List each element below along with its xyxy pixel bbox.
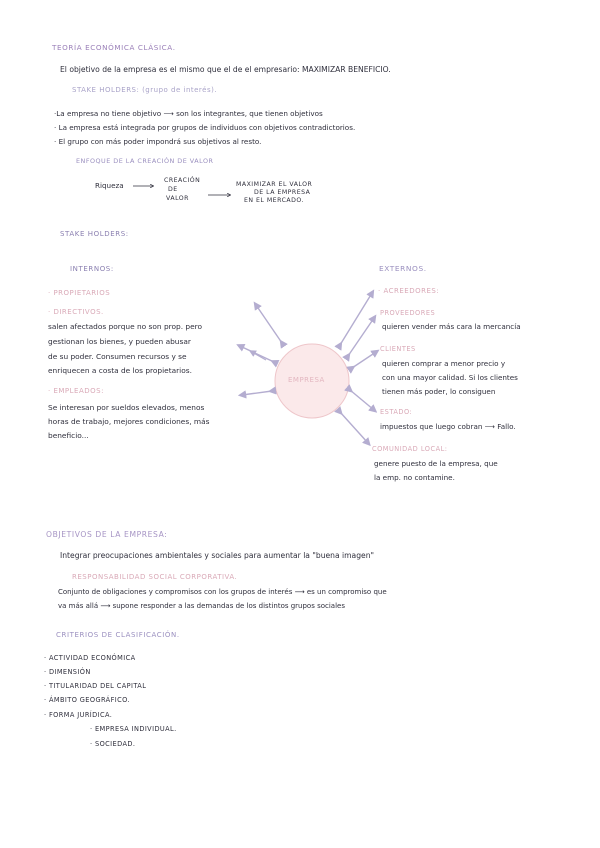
objetivos-line-1: Integrar preocupaciones ambientales y sociales para aumentar la "buena imagen" bbox=[60, 551, 375, 560]
empleados-line-3: beneficio... bbox=[48, 431, 89, 440]
arrow-propietarios bbox=[256, 305, 282, 343]
empresa-label: EMPRESA bbox=[288, 376, 325, 384]
empleados-label: · EMPLEADOS: bbox=[48, 387, 104, 395]
directivos-line-3: de su poder. Consumen recursos y se bbox=[48, 352, 187, 361]
comunidad-line-1: genere puesto de la empresa, que bbox=[374, 459, 498, 468]
acreedores-label: · ACREEDORES: bbox=[378, 287, 440, 295]
directivos-line-2: gestionan los bienes, y pueden abusar bbox=[48, 337, 191, 346]
clientes-line-2: con una mayor calidad. Si los clientes bbox=[382, 373, 518, 382]
arrow-empleados-2 bbox=[252, 352, 266, 360]
arrow-estado bbox=[350, 390, 374, 410]
enfoque-creacion-1: CREACIÓN bbox=[164, 177, 201, 184]
directivos-label: · DIRECTIVOS. bbox=[48, 308, 104, 316]
enfoque-riqueza: Riqueza bbox=[95, 181, 124, 190]
arrow-proveedores bbox=[348, 318, 374, 356]
criterio-sub-1: · EMPRESA INDIVIDUAL. bbox=[90, 725, 177, 733]
criterio-3: · TITULARIDAD DEL CAPITAL bbox=[44, 682, 147, 690]
bullet-2: · La empresa está integrada por grupos de individuos con objetivos contradictorios. bbox=[54, 123, 356, 132]
intro-text: El objetivo de la empresa es el mismo que el de el empresario: MAXIMIZAR BENEFICIO. bbox=[60, 65, 391, 74]
clientes-line-3: tienen más poder, lo consiguen bbox=[382, 387, 496, 396]
externos-title: EXTERNOS. bbox=[379, 264, 427, 273]
criterio-1: · ACTIVIDAD ECONÓMICA bbox=[44, 654, 136, 662]
proveedores-label: PROVEEDORES bbox=[380, 309, 436, 317]
arrow-directivos bbox=[240, 346, 274, 362]
directivos-line-1: salen afectados porque no son prop. pero bbox=[48, 322, 203, 331]
enfoque-creacion-3: VALOR bbox=[166, 195, 189, 202]
enfoque-max-2: DE LA EMPRESA bbox=[254, 189, 311, 196]
proveedores-line-1: quieren vender más cara la mercancía bbox=[382, 322, 521, 331]
criterio-2: · DIMENSIÓN bbox=[44, 668, 91, 676]
estado-label: ESTADO: bbox=[380, 408, 413, 416]
page-title: TEORÍA ECONÓMICA CLÁSICA. bbox=[52, 43, 176, 52]
criterio-sub-2: · SOCIEDAD. bbox=[90, 740, 136, 748]
comunidad-line-2: la emp. no contamine. bbox=[374, 473, 455, 482]
empleados-line-2: horas de trabajo, mejores condiciones, más bbox=[48, 417, 210, 426]
propietarios-label: · PROPIETARIOS bbox=[48, 289, 111, 297]
arrow-acreedores bbox=[340, 293, 372, 345]
objetivos-title: OBJETIVOS DE LA EMPRESA: bbox=[46, 530, 168, 539]
arrow-clientes bbox=[352, 352, 376, 368]
criterios-title: CRITERIOS DE CLASIFICACIÓN. bbox=[56, 631, 180, 639]
rsc-line-2: va más allá ⟶ supone responder a las demandas de los distintos grupos sociales bbox=[58, 602, 345, 610]
estado-line-1: impuestos que luego cobran ⟶ Fallo. bbox=[380, 422, 516, 431]
enfoque-max-1: MAXIMIZAR EL VALOR bbox=[236, 181, 313, 188]
stakeholders-title: STAKE HOLDERS: bbox=[60, 230, 129, 238]
enfoque-max-3: EN EL MERCADO. bbox=[244, 197, 304, 204]
clientes-line-1: quieren comprar a menor precio y bbox=[382, 359, 506, 368]
directivos-line-4: enriquecen a costa de los propietarios. bbox=[48, 366, 192, 375]
bullet-1: ·La empresa no tiene objetivo ⟶ son los integrantes, que tienen objetivos bbox=[54, 109, 323, 118]
rsc-title: RESPONSABILIDAD SOCIAL CORPORATIVA. bbox=[72, 573, 238, 581]
enfoque-creacion-2: DE bbox=[168, 186, 178, 193]
clientes-label: CLIENTES bbox=[380, 345, 416, 353]
comunidad-label: COMUNIDAD LOCAL: bbox=[372, 445, 448, 453]
criterio-5: · FORMA JURÍDICA. bbox=[44, 711, 113, 719]
stakeholders-definition: STAKE HOLDERS: (grupo de interés). bbox=[72, 86, 218, 94]
arrow-empleados bbox=[242, 391, 272, 395]
empleados-line-1: Se interesan por sueldos elevados, menos bbox=[48, 403, 205, 412]
enfoque-title: ENFOQUE DE LA CREACIÓN DE VALOR bbox=[76, 157, 214, 165]
bullet-3: · El grupo con más poder impondrá sus objetivos al resto. bbox=[54, 137, 262, 146]
arrow-comunidad bbox=[340, 412, 368, 443]
rsc-line-1: Conjunto de obligaciones y compromisos con los grupos de interés ⟶ es un compromiso que bbox=[58, 588, 387, 596]
criterio-4: · ÁMBITO GEOGRÁFICO. bbox=[44, 696, 130, 704]
internos-title: INTERNOS: bbox=[70, 265, 114, 273]
